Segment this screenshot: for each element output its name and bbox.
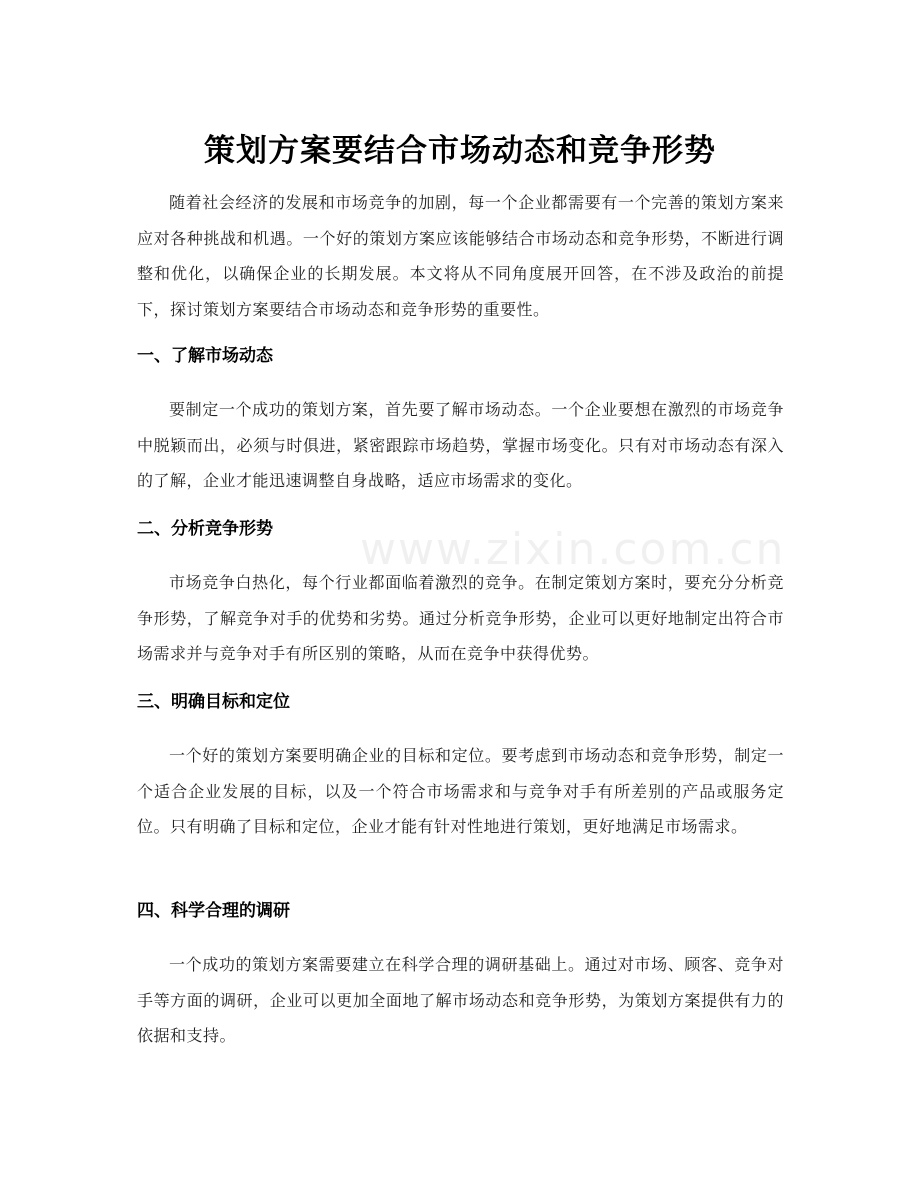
page-title: 策划方案要结合市场动态和竞争形势 <box>204 132 716 169</box>
section-body-1: 要制定一个成功的策划方案，首先要了解市场动态。一个企业要想在激烈的市场竞争中脱颖而出，必须与时俱进，紧密跟踪市场趋势，掌握市场变化。只有对市场动态有深入的了解，企业才能迅速调整自身战略，适应市场需求的变化。 <box>137 400 784 490</box>
section-body-4: 一个成功的策划方案需要建立在科学合理的调研基础上。通过对市场、顾客、竞争对手等方面的调研，企业可以更加全面地了解市场动态和竞争形势，为策划方案提供有力的依据和支持。 <box>137 955 784 1045</box>
section-heading-4: 四、科学合理的调研 <box>137 901 290 921</box>
watermark: www.zixin.com.cn <box>360 524 786 575</box>
section-heading-3: 三、明确目标和定位 <box>137 692 290 712</box>
section-heading-2: 二、分析竞争形势 <box>137 519 273 539</box>
section-body-2: 市场竞争白热化，每个行业都面临着激烈的竞争。在制定策划方案时，要充分分析竞争形势，了解竞争对手的优势和劣势。通过分析竞争形势，企业可以更好地制定出符合市场需求并与竞争对手有所区别的策略，从而在竞争中获得优势。 <box>137 573 784 663</box>
section-heading-1: 一、了解市场动态 <box>137 346 273 366</box>
intro-paragraph: 随着社会经济的发展和市场竞争的加剧，每一个企业都需要有一个完善的策划方案来应对各种挑战和机遇。一个好的策划方案应该能够结合市场动态和竞争形势，不断进行调整和优化，以确保企业的长期发展。本文将从不同角度展开回答，在不涉及政治的前提下，探讨策划方案要结合市场动态和竞争形势的重要性。 <box>137 193 784 319</box>
section-body-3: 一个好的策划方案要明确企业的目标和定位。要考虑到市场动态和竞争形势，制定一个适合企业发展的目标，以及一个符合市场需求和与竞争对手有所差别的产品或服务定位。只有明确了目标和定位，企业才能有针对性地进行策划，更好地满足市场需求。 <box>137 746 784 836</box>
